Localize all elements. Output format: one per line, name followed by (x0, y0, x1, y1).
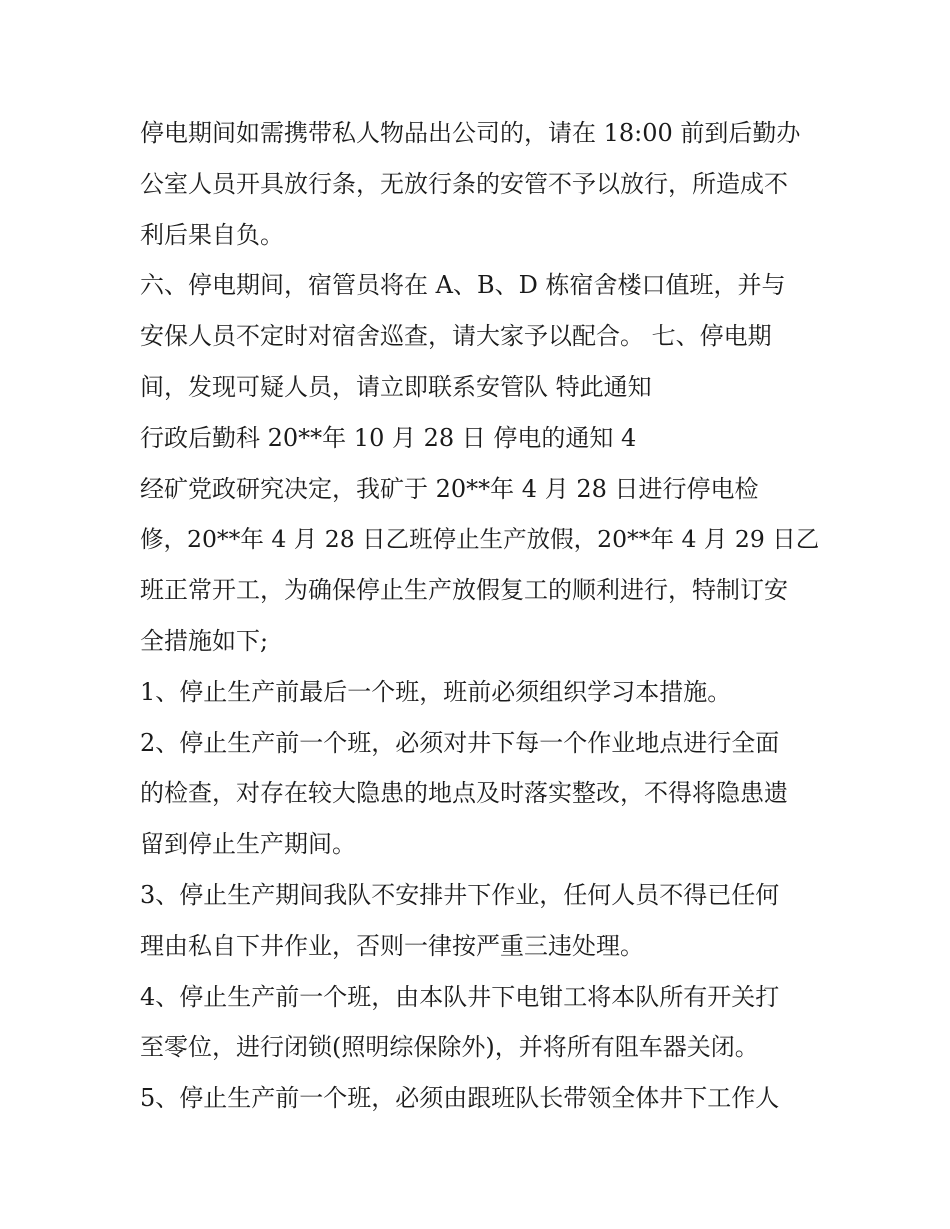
text-line: 的检查，对存在较大隐患的地点及时落实整改，不得将隐患遗 (140, 779, 788, 808)
text-line: 间，发现可疑人员，请立即联系安管队 特此通知 (140, 372, 652, 401)
text-line: 修，20**年 4 月 28 日乙班停止生产放假，20**年 4 月 29 日乙 (140, 525, 820, 554)
text-line: 至零位，进行闭锁(照明综保除外)，并将所有阻车器关闭。 (140, 1033, 759, 1062)
text-line: 六、停电期间，宿管员将在 A、B、D 栋宿舍楼口值班，并与 (140, 271, 786, 300)
text-line: 1、停止生产前最后一个班，班前必须组织学习本措施。 (140, 677, 732, 706)
text-line: 5、停止生产前一个班，必须由跟班队长带领全体井下工作人 (140, 1084, 780, 1113)
text-line: 全措施如下; (140, 626, 269, 655)
text-line: 公室人员开具放行条，无放行条的安管不予以放行，所造成不 (140, 169, 788, 198)
text-line: 行政后勤科 20**年 10 月 28 日 停电的通知 4 (140, 423, 637, 452)
text-line: 3、停止生产期间我队不安排井下作业，任何人员不得已任何 (140, 880, 780, 909)
text-line: 理由私自下井作业，否则一律按严重三违处理。 (140, 931, 644, 960)
text-line: 安保人员不定时对宿舍巡查，请大家予以配合。 七、停电期 (140, 322, 772, 351)
text-line: 2、停止生产前一个班，必须对井下每一个作业地点进行全面 (140, 728, 780, 757)
text-line: 停电期间如需携带私人物品出公司的，请在 18:00 前到后勤办 (140, 119, 801, 147)
text-line: 班正常开工，为确保停止生产放假复工的顺利进行，特制订安 (140, 576, 788, 605)
text-line: 利后果自负。 (140, 220, 284, 249)
text-line: 留到停止生产期间。 (140, 830, 356, 859)
document-body (140, 108, 820, 1124)
text-line: 4、停止生产前一个班，由本队井下电钳工将本队所有开关打 (140, 982, 780, 1011)
text-line: 经矿党政研究决定，我矿于 20**年 4 月 28 日进行停电检 (140, 474, 759, 503)
